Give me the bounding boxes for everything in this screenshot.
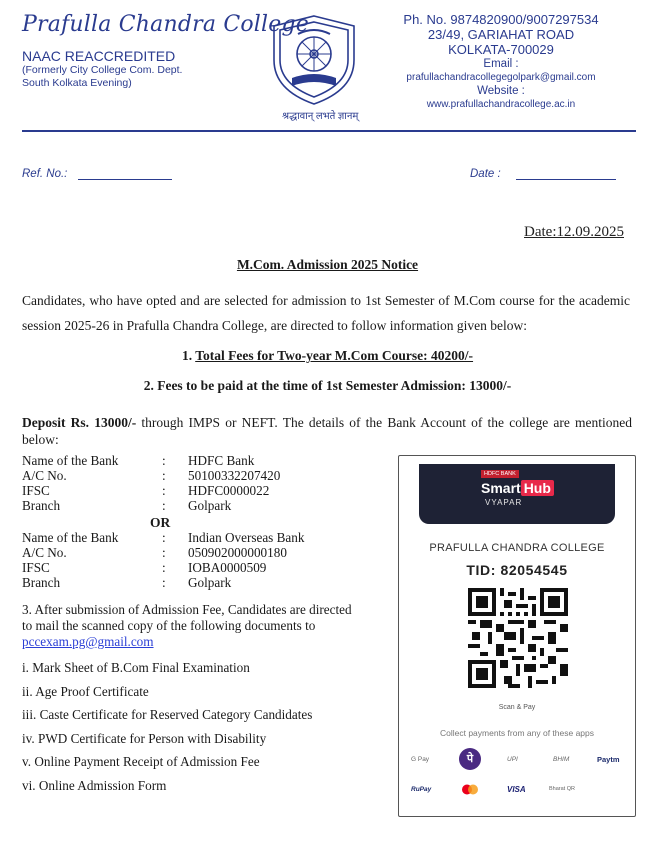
scan-pay-label: Scan & Pay	[498, 704, 536, 711]
phonepe-icon: पे	[459, 748, 481, 770]
bank-value: IOBA0000509	[188, 560, 267, 575]
list-item: i. Mark Sheet of B.Com Final Examination	[22, 660, 250, 675]
semester-fees-item	[0, 378, 655, 394]
submission-instructions	[22, 602, 362, 650]
visa-logo: VISA	[507, 785, 526, 794]
item-2-number: 2.	[143, 378, 154, 393]
rupay-logo: RuPay	[411, 786, 432, 793]
table-row	[22, 575, 304, 590]
ref-no-label: Ref. No.:	[22, 168, 68, 180]
smart-text: Smart	[481, 480, 521, 496]
colon: :	[162, 483, 166, 498]
date-label: Date :	[470, 168, 501, 180]
notice-title: M.Com. Admission 2025 Notice	[236, 257, 419, 272]
college-emblem	[262, 12, 366, 106]
payment-qr-card	[398, 455, 636, 817]
bhim-logo: BHIM	[553, 756, 570, 763]
bank-label: IFSC	[22, 560, 50, 575]
table-row	[22, 545, 304, 560]
table-row	[22, 560, 304, 575]
notice-date: Date:12.09.2025	[524, 224, 624, 240]
merchant-name: PRAFULLA CHANDRA COLLEGE	[429, 542, 605, 554]
naac-status: NAAC REACCREDITED	[22, 48, 176, 64]
deposit-amount: Deposit Rs. 13000/-	[22, 415, 137, 430]
bank-or-separator: OR	[150, 515, 171, 530]
card-networks-row	[407, 782, 629, 802]
website-label: Website :	[477, 85, 525, 97]
exam-email-link[interactable]: pccexam.pg@gmail.com	[22, 634, 154, 649]
list-item: ii. Age Proof Certificate	[22, 683, 149, 699]
bank-label: IFSC	[22, 483, 50, 498]
qr-code[interactable]	[468, 588, 568, 688]
smarthub-logo	[481, 480, 554, 496]
college-website: www.prafullachandracollege.ac.in	[426, 99, 576, 110]
college-name: Prafulla Chandra College	[22, 12, 309, 37]
bank-label: Branch	[22, 498, 61, 513]
bank-label: A/C No.	[22, 545, 67, 560]
colon: :	[162, 468, 166, 483]
bank-value: HDFC Bank	[188, 453, 255, 468]
table-row	[22, 453, 280, 468]
table-row	[22, 530, 304, 545]
list-item: v. Online Payment Receipt of Admission Fee	[22, 754, 260, 769]
bank-value: 050902000000180	[188, 545, 287, 560]
deposit-paragraph	[22, 414, 632, 448]
collect-payments-label: Collect payments from any of these apps	[439, 728, 595, 738]
date-line	[516, 179, 616, 180]
bank-label: Name of the Bank	[22, 530, 119, 545]
colon: :	[162, 530, 166, 545]
gpay-logo: G Pay	[411, 756, 430, 763]
item-1-text: Total Fees for Two-year M.Com Course: 40200/-	[195, 348, 474, 363]
upi-apps-row	[407, 748, 629, 774]
paytm-logo: Paytm	[597, 755, 620, 764]
table-row	[22, 468, 280, 483]
intro-paragraph: Candidates, who have opted and are selected for admission to 1st Semester of M.Com course for the academic session 2025-26 in Prafulla Chandra College, are directed to follow information given below:	[22, 293, 630, 333]
list-item: vi. Online Admission Form	[22, 777, 167, 793]
college-email: prafullachandracollegegolpark@gmail.com	[406, 72, 596, 83]
formerly-line-1: (Formerly City College Com. Dept.	[22, 64, 183, 76]
bharatqr-logo: Bharat QR	[549, 786, 575, 792]
table-row	[22, 498, 280, 513]
bank-label: A/C No.	[22, 468, 67, 483]
bank-value: Golpark	[188, 498, 232, 513]
submission-text: 3. After submission of Admission Fee, Candidates are directed to mail the scanned copy of the following documents to	[22, 602, 352, 633]
upi-logo: UPI	[507, 756, 518, 763]
address-line-2: KOLKATA-700029	[448, 42, 554, 57]
college-motto: श्रद्धावान् लभते ज्ञानम्	[282, 111, 359, 122]
required-documents-list	[22, 660, 312, 801]
item-1-number: 1.	[181, 348, 193, 363]
vyapar-text: VYAPAR	[485, 498, 523, 507]
contact-block	[371, 12, 631, 111]
bank-details-iob	[22, 530, 304, 590]
colon: :	[162, 560, 166, 575]
address-line-1: 23/49, GARIAHAT ROAD	[427, 27, 575, 42]
total-fees-item	[0, 348, 655, 364]
colon: :	[162, 453, 166, 468]
terminal-id: TID: 82054545	[466, 562, 568, 578]
bank-value: Golpark	[188, 575, 232, 590]
bank-details-hdfc	[22, 453, 280, 513]
bank-label: Name of the Bank	[22, 453, 119, 468]
hdfc-bank-tag: HDFC BANK	[481, 470, 519, 478]
bank-value: Indian Overseas Bank	[188, 530, 305, 545]
list-item: iii. Caste Certificate for Reserved Category Candidates	[22, 707, 313, 722]
hub-text: Hub	[521, 480, 554, 496]
ref-no-line	[78, 179, 172, 180]
mastercard-icon	[461, 784, 479, 795]
colon: :	[162, 575, 166, 590]
colon: :	[162, 545, 166, 560]
colon: :	[162, 498, 166, 513]
phone-numbers: Ph. No. 9874820900/9007297534	[403, 12, 599, 27]
table-row	[22, 483, 280, 498]
bank-value: HDFC0000022	[188, 483, 270, 498]
formerly-line-2: South Kolkata Evening)	[22, 77, 132, 89]
deposit-instructions: through IMPS or NEFT. The details of the Bank Account of the college are mentioned below:	[22, 415, 632, 447]
list-item: iv. PWD Certificate for Person with Disability	[22, 730, 267, 746]
item-2-text: Fees to be paid at the time of 1st Semester Admission: 13000/-	[157, 378, 512, 393]
bank-value: 50100332207420	[188, 468, 281, 483]
bank-label: Branch	[22, 575, 61, 590]
letterhead-divider	[22, 130, 636, 132]
email-label: Email :	[483, 58, 519, 70]
